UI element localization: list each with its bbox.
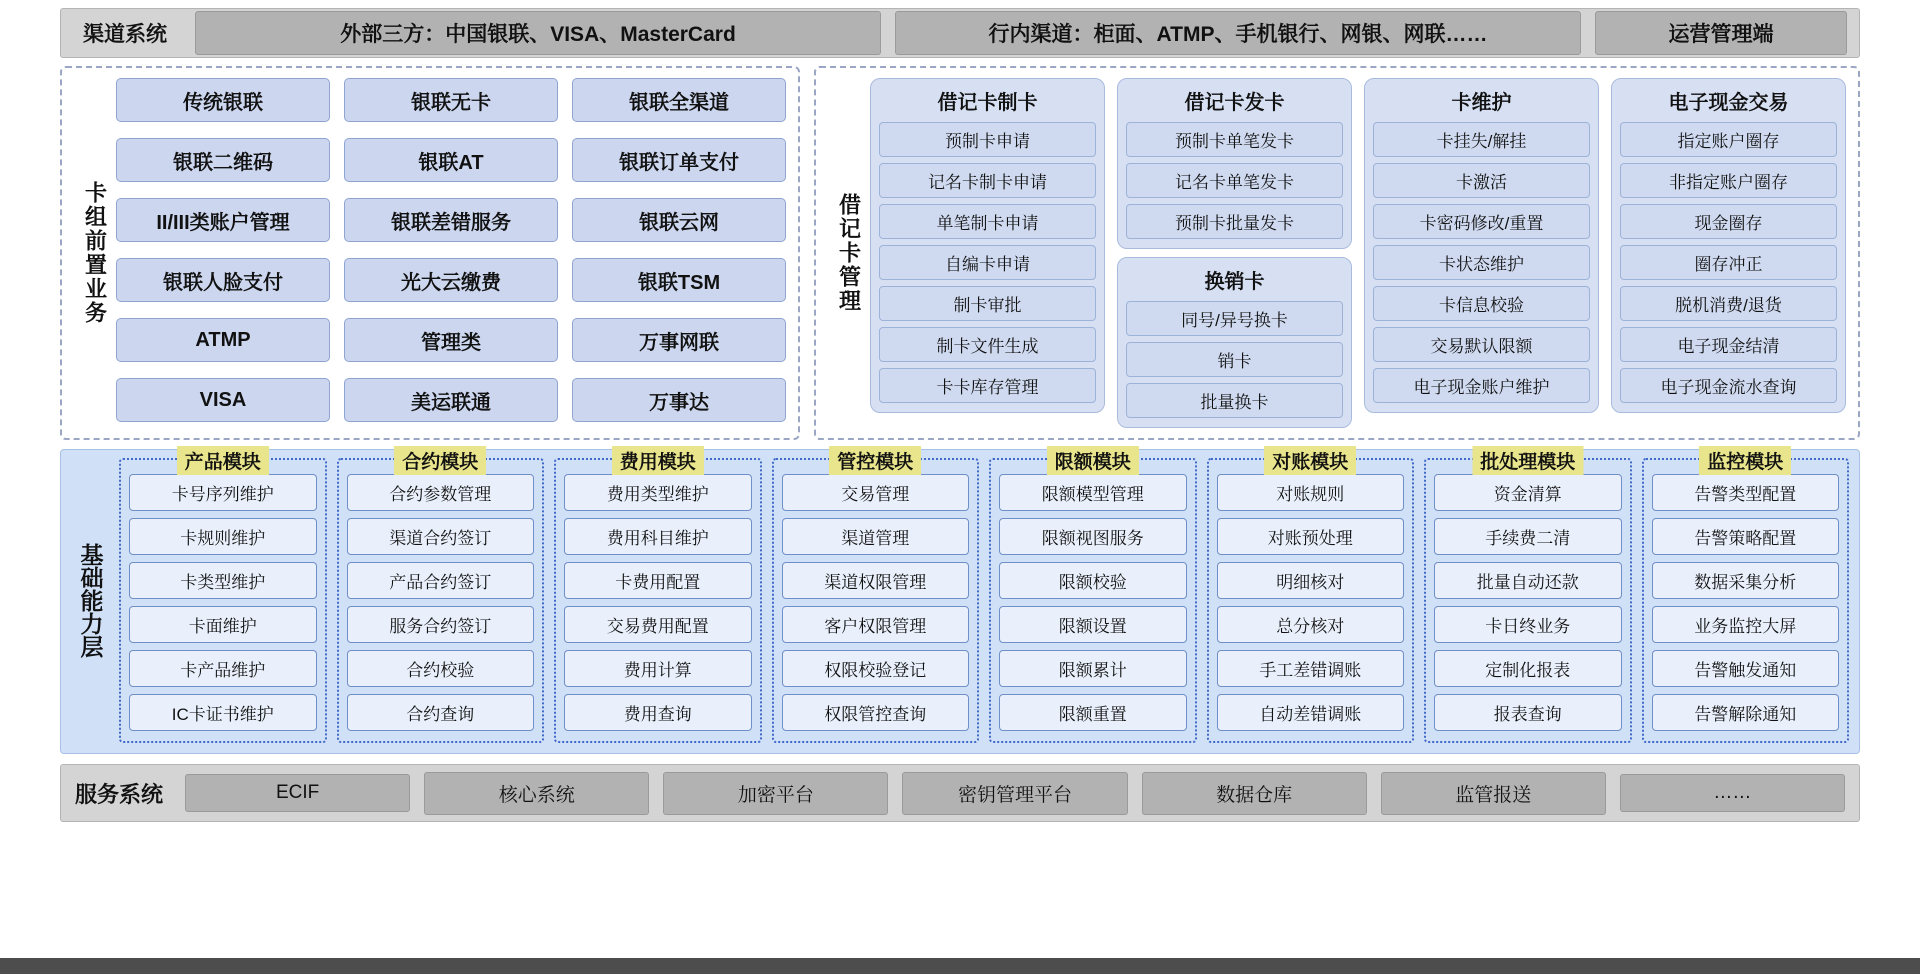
module-item[interactable]: 总分核对 — [1217, 606, 1405, 643]
module-item[interactable]: 卡类型维护 — [129, 562, 317, 599]
group-item[interactable]: 自编卡申请 — [879, 245, 1096, 280]
group-card-ecash-transactions — [1611, 78, 1846, 413]
group-card-card-exchange — [1117, 257, 1352, 428]
group-item[interactable]: 销卡 — [1126, 342, 1343, 377]
group-item[interactable]: 卡卡库存管理 — [879, 368, 1096, 403]
module-item[interactable]: 产品合约签订 — [347, 562, 535, 599]
card-front-cell[interactable]: 光大云缴费 — [344, 258, 558, 302]
service-box-core[interactable]: 核心系统 — [424, 772, 649, 815]
debit-card-group — [1364, 78, 1599, 428]
card-front-cell[interactable]: II/III类账户管理 — [116, 198, 330, 242]
channel-box-internal[interactable]: 行内渠道：柜面、ATMP、手机银行、网银、网联…… — [895, 11, 1581, 55]
module-title: 限额模块 — [1047, 446, 1139, 475]
module-item[interactable]: 告警解除通知 — [1652, 694, 1840, 731]
module-item[interactable]: 卡规则维护 — [129, 518, 317, 555]
group-title: 换销卡 — [1204, 271, 1265, 293]
debit-card-management-label: 借记卡管理 — [836, 193, 862, 313]
module-item[interactable]: 告警触发通知 — [1652, 650, 1840, 687]
module-product — [119, 452, 327, 743]
module-item[interactable]: 卡产品维护 — [129, 650, 317, 687]
service-system-band — [60, 764, 1860, 822]
group-item[interactable]: 电子现金结清 — [1620, 327, 1837, 362]
group-item[interactable]: 制卡文件生成 — [879, 327, 1096, 362]
group-item[interactable]: 指定账户圈存 — [1620, 122, 1837, 157]
module-item[interactable]: 合约查询 — [347, 694, 535, 731]
group-card-card-issuing — [1117, 78, 1352, 249]
group-item[interactable]: 卡状态维护 — [1373, 245, 1590, 280]
module-title: 产品模块 — [177, 446, 269, 475]
middle-band — [60, 66, 1860, 440]
module-item[interactable]: 卡费用配置 — [564, 562, 752, 599]
card-front-cell[interactable]: VISA — [116, 378, 330, 422]
base-capability-layer — [60, 449, 1860, 754]
module-item[interactable]: 限额累计 — [999, 650, 1187, 687]
debit-card-management-panel — [814, 66, 1860, 440]
module-item[interactable]: 告警类型配置 — [1652, 474, 1840, 511]
card-front-cell[interactable]: 银联TSM — [572, 258, 786, 302]
module-item[interactable]: 卡面维护 — [129, 606, 317, 643]
module-item[interactable]: 限额视图服务 — [999, 518, 1187, 555]
module-item[interactable]: 限额模型管理 — [999, 474, 1187, 511]
module-item[interactable]: 渠道权限管理 — [782, 562, 970, 599]
card-front-cell[interactable]: 银联云网 — [572, 198, 786, 242]
group-item[interactable]: 预制卡单笔发卡 — [1126, 122, 1343, 157]
card-front-cell[interactable]: 美运联通 — [344, 378, 558, 422]
module-item[interactable]: 业务监控大屏 — [1652, 606, 1840, 643]
module-batch — [1424, 452, 1632, 743]
card-front-cell[interactable]: 管理类 — [344, 318, 558, 362]
module-item[interactable]: 渠道管理 — [782, 518, 970, 555]
module-item[interactable]: 资金清算 — [1434, 474, 1622, 511]
card-front-business-grid — [116, 78, 786, 428]
module-item[interactable]: 费用计算 — [564, 650, 752, 687]
module-item[interactable]: 交易费用配置 — [564, 606, 752, 643]
module-monitoring — [1642, 452, 1850, 743]
card-front-cell[interactable]: 传统银联 — [116, 78, 330, 122]
group-item[interactable]: 预制卡申请 — [879, 122, 1096, 157]
channel-system-band — [60, 8, 1860, 58]
module-item[interactable]: 自动差错调账 — [1217, 694, 1405, 731]
group-item[interactable]: 脱机消费/退货 — [1620, 286, 1837, 321]
channel-box-operations[interactable]: 运营管理端 — [1595, 11, 1847, 55]
bottom-bar — [0, 958, 1920, 974]
module-item[interactable]: 告警策略配置 — [1652, 518, 1840, 555]
group-item[interactable]: 预制卡批量发卡 — [1126, 204, 1343, 239]
group-item[interactable]: 同号/异号换卡 — [1126, 301, 1343, 336]
module-reconciliation — [1207, 452, 1415, 743]
service-system-title: 服务系统 — [75, 781, 164, 807]
module-item[interactable]: 渠道合约签订 — [347, 518, 535, 555]
module-title: 批处理模块 — [1472, 446, 1583, 475]
group-item[interactable]: 卡挂失/解挂 — [1373, 122, 1590, 157]
group-item[interactable]: 圈存冲正 — [1620, 245, 1837, 280]
debit-card-group — [1117, 78, 1352, 428]
module-fee — [554, 452, 762, 743]
module-item[interactable]: 合约校验 — [347, 650, 535, 687]
debit-card-group — [870, 78, 1105, 428]
card-front-cell[interactable]: ATMP — [116, 318, 330, 362]
module-item[interactable]: 合约参数管理 — [347, 474, 535, 511]
group-item[interactable]: 制卡审批 — [879, 286, 1096, 321]
module-item[interactable]: 卡日终业务 — [1434, 606, 1622, 643]
group-card-card-maintenance — [1364, 78, 1599, 413]
module-title: 合约模块 — [394, 446, 486, 475]
group-item[interactable]: 卡激活 — [1373, 163, 1590, 198]
group-title: 借记卡制卡 — [937, 92, 1038, 114]
card-front-cell[interactable]: 银联人脸支付 — [116, 258, 330, 302]
group-item[interactable]: 记名卡单笔发卡 — [1126, 163, 1343, 198]
module-item[interactable]: 数据采集分析 — [1652, 562, 1840, 599]
channel-box-external[interactable]: 外部三方：中国银联、VISA、MasterCard — [195, 11, 881, 55]
group-item[interactable]: 单笔制卡申请 — [879, 204, 1096, 239]
card-front-business-panel — [60, 66, 800, 440]
service-box-more[interactable]: …… — [1620, 774, 1845, 812]
group-title: 电子现金交易 — [1668, 92, 1789, 114]
module-limit — [989, 452, 1197, 743]
group-item[interactable]: 电子现金账户维护 — [1373, 368, 1590, 403]
module-item[interactable]: 限额重置 — [999, 694, 1187, 731]
group-card-card-production — [870, 78, 1105, 413]
group-title: 借记卡发卡 — [1184, 92, 1285, 114]
module-item[interactable]: 费用查询 — [564, 694, 752, 731]
module-item[interactable]: 客户权限管理 — [782, 606, 970, 643]
module-item[interactable]: 手工差错调账 — [1217, 650, 1405, 687]
module-title: 管控模块 — [829, 446, 921, 475]
card-front-cell[interactable]: 银联无卡 — [344, 78, 558, 122]
service-box-data-warehouse[interactable]: 数据仓库 — [1142, 772, 1367, 815]
debit-card-group — [1611, 78, 1846, 428]
base-capability-layer-label: 基础能力层 — [77, 543, 104, 658]
module-item[interactable]: IC卡证书维护 — [129, 694, 317, 731]
module-item[interactable]: 卡号序列维护 — [129, 474, 317, 511]
group-item[interactable]: 现金圈存 — [1620, 204, 1837, 239]
module-item[interactable]: 服务合约签订 — [347, 606, 535, 643]
module-contract — [337, 452, 545, 743]
card-front-cell[interactable]: 银联AT — [344, 138, 558, 182]
module-item[interactable]: 限额校验 — [999, 562, 1187, 599]
card-front-cell[interactable]: 银联差错服务 — [344, 198, 558, 242]
card-front-cell[interactable]: 万事达 — [572, 378, 786, 422]
module-item[interactable]: 费用类型维护 — [564, 474, 752, 511]
module-item[interactable]: 权限校验登记 — [782, 650, 970, 687]
card-front-cell[interactable]: 银联全渠道 — [572, 78, 786, 122]
module-item[interactable]: 报表查询 — [1434, 694, 1622, 731]
module-item[interactable]: 批量自动还款 — [1434, 562, 1622, 599]
service-box-encryption[interactable]: 加密平台 — [663, 772, 888, 815]
service-box-ecif[interactable]: ECIF — [185, 774, 410, 812]
group-item[interactable]: 卡密码修改/重置 — [1373, 204, 1590, 239]
module-item[interactable]: 手续费二清 — [1434, 518, 1622, 555]
group-item[interactable]: 电子现金流水查询 — [1620, 368, 1837, 403]
module-title: 费用模块 — [612, 446, 704, 475]
card-front-cell[interactable]: 万事网联 — [572, 318, 786, 362]
debit-card-groups — [870, 78, 1846, 428]
module-title: 监控模块 — [1699, 446, 1791, 475]
module-item[interactable]: 限额设置 — [999, 606, 1187, 643]
module-title: 对账模块 — [1264, 446, 1356, 475]
module-control — [772, 452, 980, 743]
module-item[interactable]: 交易管理 — [782, 474, 970, 511]
module-item[interactable]: 明细核对 — [1217, 562, 1405, 599]
card-front-cell[interactable]: 银联二维码 — [116, 138, 330, 182]
group-title: 卡维护 — [1451, 92, 1512, 114]
channel-system-title: 渠道系统 — [83, 23, 167, 46]
card-front-cell[interactable]: 银联订单支付 — [572, 138, 786, 182]
module-item[interactable]: 费用科目维护 — [564, 518, 752, 555]
group-item[interactable]: 记名卡制卡申请 — [879, 163, 1096, 198]
group-item[interactable]: 批量换卡 — [1126, 383, 1343, 418]
group-item[interactable]: 非指定账户圈存 — [1620, 163, 1837, 198]
base-capability-modules — [119, 452, 1849, 743]
service-box-key-management[interactable]: 密钥管理平台 — [902, 772, 1127, 815]
module-item[interactable]: 对账规则 — [1217, 474, 1405, 511]
group-item[interactable]: 交易默认限额 — [1373, 327, 1590, 362]
card-front-business-label: 卡组前置业务 — [82, 181, 108, 325]
module-item[interactable]: 对账预处理 — [1217, 518, 1405, 555]
module-item[interactable]: 权限管控查询 — [782, 694, 970, 731]
group-item[interactable]: 卡信息校验 — [1373, 286, 1590, 321]
module-item[interactable]: 定制化报表 — [1434, 650, 1622, 687]
service-box-regulatory-report[interactable]: 监管报送 — [1381, 772, 1606, 815]
